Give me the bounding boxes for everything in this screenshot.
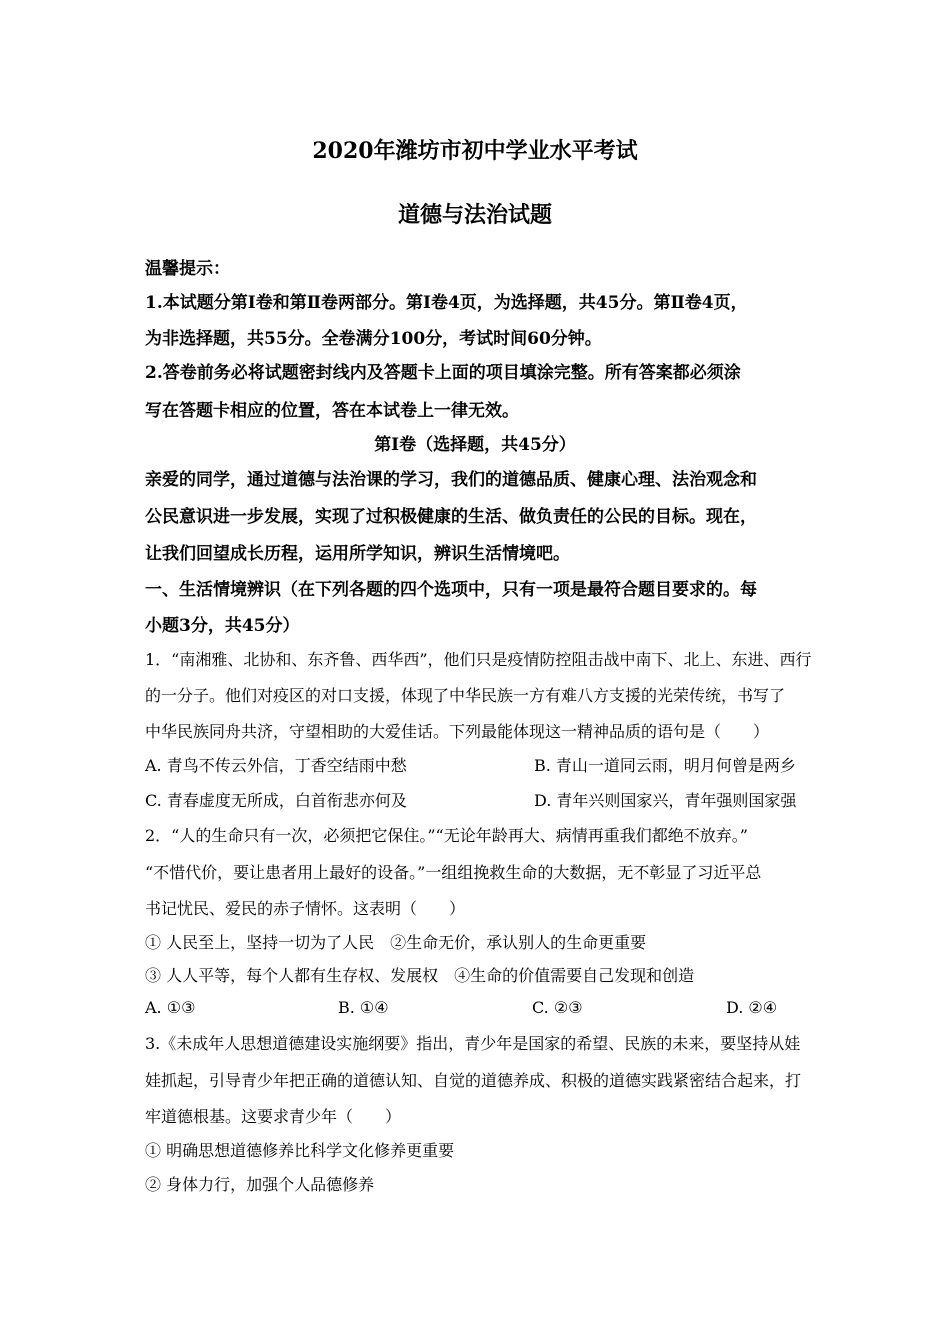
question-1-option-d: D. 青年兴则国家兴，青年强则国家强 (534, 791, 797, 810)
question-2-stem: “不惜代价，要让患者用上最好的设备。”一组组挽救生命的大数据，无不彰显了习近平总 (145, 863, 762, 882)
page-subtitle: 道德与法治试题 (397, 202, 552, 228)
part-title: 小题3分，共45分） (145, 616, 300, 636)
notice-line: 写在答题卡相应的位置，答在本试卷上一律无效。 (145, 401, 519, 421)
question-1-option-c: C. 青春虚度无所成，白首衔悲亦何及 (145, 791, 407, 810)
question-3-item: ① 明确思想道德修养比科学文化修养更重要 (145, 1141, 455, 1160)
notice-line: 1.本试题分第Ⅰ卷和第Ⅱ卷两部分。第Ⅰ卷4页，为选择题，共45分。第Ⅱ卷4页， (145, 293, 748, 313)
question-2-stem: 书记忧民、爱民的赤子情怀。这表明（ ） (145, 899, 466, 918)
question-2-option-a: A. ①③ (145, 998, 196, 1017)
question-1-option-b: B. 青山一道同云雨，明月何曾是两乡 (534, 756, 796, 775)
question-1-option-a: A. 青鸟不传云外信，丁香空结雨中愁 (145, 756, 407, 775)
part-title: 一、生活情境辨识（在下列各题的四个选项中，只有一项是最符合题目要求的。每 (145, 580, 757, 600)
question-3-stem: 牢道德根基。这要求青少年（ ） (145, 1107, 402, 1126)
question-1-stem: 1．“南湘雅、北协和、东齐鲁、西华西”，他们只是疫情防控阻击战中南下、北上、东进、西行 (145, 650, 812, 669)
question-2-stem: 2．“人的生命只有一次，必须把它保住。”“无论年龄再大、病情再重我们都绝不放弃。” (145, 826, 748, 845)
question-2-option-c: C. ②③ (532, 998, 583, 1017)
question-3-stem: 3.《未成年人思想道德建设实施纲要》指出，青少年是国家的希望、民族的未来，要坚持从娃 (145, 1034, 801, 1053)
question-1-stem: 中华民族同舟共济，守望相助的大爱佳话。下列最能体现这一精神品质的语句是（ ） (145, 722, 770, 741)
question-3-item: ② 身体力行，加强个人品德修养 (145, 1175, 375, 1194)
intro-line: 让我们回望成长历程，运用所学知识，辨识生活情境吧。 (145, 544, 570, 564)
question-1-stem: 的一分子。他们对疫区的对口支援，体现了中华民族一方有难八方支援的光荣传统，书写了 (145, 686, 786, 705)
question-2-items: ① 人民至上，坚持一切为了人民 ②生命无价，承认别人的生命更重要 (145, 933, 647, 952)
question-3-stem: 娃抓起，引导青少年把正确的道德认知、自觉的道德养成、积极的道德实践紧密结合起来，打 (145, 1071, 802, 1090)
page-title: 2020年潍坊市初中学业水平考试 (312, 138, 638, 164)
notice-heading: 温馨提示： (145, 259, 230, 279)
notice-line: 为非选择题，共55分。全卷满分100分，考试时间60分钟。 (145, 329, 602, 349)
intro-line: 公民意识进一步发展，实现了过积极健康的生活、做负责任的公民的目标。现在， (145, 507, 757, 527)
question-2-items: ③ 人人平等，每个人都有生存权、发展权 ④生命的价值需要自己发现和创造 (145, 966, 695, 985)
notice-line: 2.答卷前务必将试题密封线内及答题卡上面的项目填涂完整。所有答案都必须涂 (145, 363, 741, 383)
intro-line: 亲爱的同学，通过道德与法治课的学习，我们的道德品质、健康心理、法治观念和 (145, 470, 757, 490)
question-2-option-d: D. ②④ (726, 998, 778, 1017)
section-heading: 第Ⅰ卷（选择题，共45分） (374, 435, 576, 455)
question-2-option-b: B. ①④ (338, 998, 389, 1017)
